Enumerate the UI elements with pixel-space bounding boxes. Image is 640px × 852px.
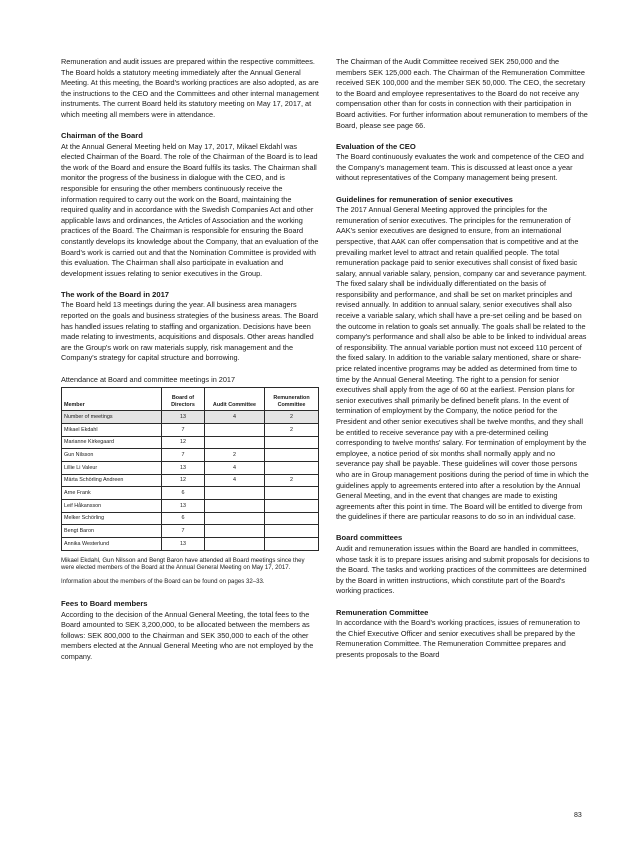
table-row	[62, 538, 319, 551]
board-work-paragraph: The Board held 13 meetings during the year. All business area managers reported on the goals and business strategies of the business areas. The Board has handled issues relating to staffing and organization. Decisions have been made relating to investments, acquisitions and disposals. Other areas handled are the Group's work on raw materials supply, risk management and the Company's strategy for capital structure and borrowing.	[61, 300, 319, 363]
cell-remuneration	[265, 436, 319, 449]
cell-member: Marianne Kirkegaard	[62, 436, 162, 449]
intro-paragraph: Remuneration and audit issues are prepared within the respective committees. The Board holds a statutory meeting immediately after the Annual General Meeting. At this meeting, the Board's working practices are also adopted, as are the instructions to the CEO and the Committees and other internal management instruments. The current Board held its statutory meeting on May 17, 2017, at which meeting all members were in attendance.	[61, 57, 319, 119]
cell-board: 6	[162, 487, 205, 500]
cell-board: 6	[162, 512, 205, 525]
cell-audit: 4	[205, 474, 265, 487]
ceo-evaluation-paragraph: The Board continuously evaluates the work and competence of the CEO and the Company's management team. This is discussed at least once a year without representatives of the Company management being present.	[336, 152, 584, 183]
guidelines-heading: Guidelines for remuneration of senior executives	[336, 194, 513, 204]
board-committees-paragraph: Audit and remuneration issues within the Board are handled in committees, whose task it is to prepare issues arising and submit proposals for decisions to the Board. The tasks and working practices of the committees are determined by the Board in written instructions, which constitute part of the Board's working practices.	[336, 544, 590, 596]
cell-board: 13	[162, 411, 205, 424]
right-column	[336, 57, 590, 671]
committee-fees-paragraph: The Chairman of the Audit Committee received SEK 250,000 and the members SEK 125,000 each. The Chairman of the Remuneration Committee received SEK 100,000 and the member SEK 50,000. The CEO, the secretary to the Board and employee representatives to the Board do not receive any compensation other than for costs in connection with their participation in Board activities. For further information about remuneration to members of the Board, please see page 66.	[336, 57, 588, 130]
table-row	[62, 512, 319, 525]
cell-member: Arne Frank	[62, 487, 162, 500]
guidelines-paragraph: The 2017 Annual General Meeting approved the principles for the remuneration of senior executives. The principles for the remuneration of AAK's senior executives are designed to ensure, from an international perspective, that AAK can offer compensation that is competitive and at the prevailing market level to attract and retain qualified people. The total remuneration package paid to senior executives shall consist of fixed basic salary, annual variable salary, pension, company car and severance payment. The fixed salary shall be individually differentiated on the basis of responsibility and performance, and shall be set on market principles and revised annually. In addition to annual salary, senior executives shall also receive a variable salary, which shall have a pre-set ceiling and be based on the outcome in relation to goals set annually. The goals shall be related to the company's performance and shall also be able to be linked to individual areas of responsibility. The annual variable portion must not exceed 110 percent of the fixed salary. In addition to the variable salary mentioned, share or share-price related incentive programs may be added as determined from time to time by the Annual General Meeting. The right to a pension for senior executives shall apply from the age of 60 at the earliest. Pension plans for senior executives shall primarily be defined benefit plans. In the event of termination of employment by the Company, the notice period for the President and other senior executives shall be twelve months, and they shall be entitled to receive severance pay with a pre-determined ceiling corresponding to twelve months' salary. For termination of employment by the employee, a notice period of six months shall normally apply and no severance pay shall be payable. These guidelines will cover those persons who are in Group management positions during the period of time in which the guidelines apply to agreements entered into after a resolution by the Annual General Meeting, and in the event that changes are made to existing agreements after this point in time. The Board will be entitled to diverge from the guidelines if there are particular reasons to do so in an individual case.	[336, 205, 589, 522]
cell-board: 13	[162, 461, 205, 474]
header-board: Board of Directors	[162, 388, 205, 411]
cell-board: 7	[162, 423, 205, 436]
cell-remuneration	[265, 512, 319, 525]
cell-audit	[205, 499, 265, 512]
cell-remuneration: 2	[265, 423, 319, 436]
table-row	[62, 449, 319, 462]
board-work-heading: The work of the Board in 2017	[61, 289, 170, 299]
board-committees-heading: Board committees	[336, 533, 403, 543]
table-row	[62, 474, 319, 487]
table-header-row	[62, 388, 319, 411]
header-remuneration: Remuneration Committee	[265, 388, 319, 411]
cell-member: Lillie Li Valeur	[62, 461, 162, 474]
chairman-paragraph: At the Annual General Meeting held on May 17, 2017, Mikael Ekdahl was elected Chairman of the Board. The role of the Chairman of the Board is to lead the work of the Board and ensure the Board fulfils its tasks. The Chairman shall monitor the progress of the business in dialogue with the CEO, and is responsible for ensuring the other members continuously receive the information required to carry out the work on the Board, maintaining the required quality and in accordance with the Swedish Companies Act and other applicable laws and ordinances, the Articles of Association and the working practices of the Board. The Chairman is responsible for ensuring the Board constantly develops its knowledge about the Company, that an evaluation of the Board's work is carried out and that the Nomination Committee is provided with this evaluation. The Chairman shall also participate in evaluation and development issues relating to senior executives in the Group.	[61, 141, 319, 278]
table-note-pages: Information about the members of the Board can be found on pages 32–33.	[61, 577, 265, 585]
cell-member: Gun Nilsson	[62, 449, 162, 462]
fees-heading: Fees to Board members	[61, 598, 148, 608]
cell-remuneration: 2	[265, 474, 319, 487]
cell-board: 7	[162, 449, 205, 462]
cell-remuneration	[265, 499, 319, 512]
cell-remuneration	[265, 538, 319, 551]
cell-audit	[205, 538, 265, 551]
cell-remuneration	[265, 449, 319, 462]
page-number: 83	[574, 812, 582, 819]
table-row	[62, 436, 319, 449]
cell-remuneration: 2	[265, 411, 319, 424]
cell-audit	[205, 512, 265, 525]
cell-board: 13	[162, 499, 205, 512]
cell-board: 13	[162, 538, 205, 551]
fees-paragraph: According to the decision of the Annual General Meeting, the total fees to the Board amounted to SEK 3,200,000, to be allocated between the members as follows: SEK 800,000 to the Chairman and SEK 350,000 to each of the other members elected at the Annual General Meeting who are not employed by the company.	[61, 609, 314, 661]
cell-member: Number of meetings	[62, 411, 162, 424]
header-audit: Audit Committee	[205, 388, 265, 411]
cell-audit: 4	[205, 411, 265, 424]
left-column	[61, 57, 319, 673]
cell-audit: 2	[205, 449, 265, 462]
ceo-evaluation-heading: Evaluation of the CEO	[336, 141, 416, 151]
table-row	[62, 411, 319, 424]
cell-board: 12	[162, 436, 205, 449]
cell-board: 7	[162, 525, 205, 538]
table-row	[62, 423, 319, 436]
attendance-table	[61, 387, 319, 551]
cell-member: Bengt Baron	[62, 525, 162, 538]
attendance-table-caption: Attendance at Board and committee meetings in 2017	[61, 374, 236, 384]
cell-audit	[205, 525, 265, 538]
cell-remuneration	[265, 461, 319, 474]
chairman-heading: Chairman of the Board	[61, 131, 143, 141]
table-row	[62, 525, 319, 538]
cell-member: Märta Schörling Andreen	[62, 474, 162, 487]
table-note: Mikael Ekdahl, Gun Nilsson and Bengt Baron have attended all Board meetings since they were elected members of the Board at the Annual General Meeting on May 17, 2017.	[61, 556, 305, 572]
cell-audit	[205, 436, 265, 449]
cell-member: Annika Westerlund	[62, 538, 162, 551]
cell-board: 12	[162, 474, 205, 487]
cell-remuneration	[265, 487, 319, 500]
cell-member: Melker Schörling	[62, 512, 162, 525]
cell-audit	[205, 423, 265, 436]
cell-audit: 4	[205, 461, 265, 474]
table-row	[62, 499, 319, 512]
remuneration-committee-heading: Remuneration Committee	[336, 607, 429, 617]
header-member: Member	[62, 388, 162, 411]
cell-member: Mikael Ekdahl	[62, 423, 162, 436]
cell-audit	[205, 487, 265, 500]
cell-remuneration	[265, 525, 319, 538]
cell-member: Leif Håkansson	[62, 499, 162, 512]
remuneration-committee-paragraph: In accordance with the Board's working practices, issues of remuneration to the Chief Executive Officer and senior executives shall be prepared by the Remuneration Committee. The Remuneration Committee prepares and presents proposals to the Board	[336, 618, 580, 659]
table-row	[62, 487, 319, 500]
table-row	[62, 461, 319, 474]
